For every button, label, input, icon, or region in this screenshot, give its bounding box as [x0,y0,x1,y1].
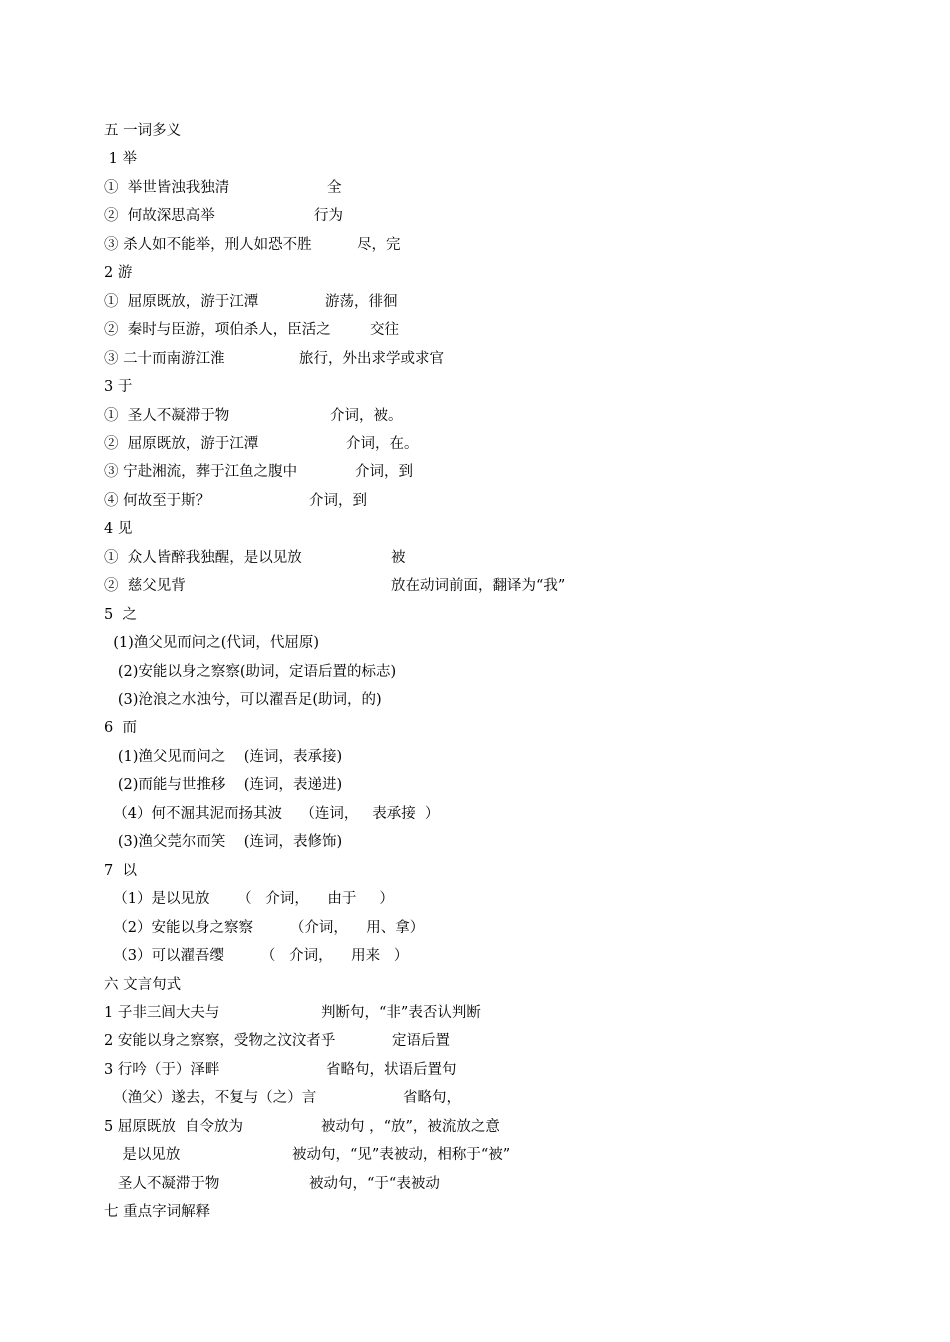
doc-line-gloss: 旅行，外出求学或求官 [299,350,444,367]
doc-line-gloss: 介词，在。 [346,435,419,452]
doc-line-gloss: 定语后置 [392,1033,450,1050]
doc-line-gloss: 交往 [370,322,399,339]
doc-line: (1)渔父见而问之 (连词，表承接) [104,748,343,765]
doc-line-gloss: 介词，被。 [330,407,403,424]
doc-line-gloss: 尽，完 [357,236,401,253]
doc-line: ① 屈原既放，游于江潭 [104,293,259,310]
doc-line: （渔父）遂去，不复与（之）言 [104,1090,317,1107]
doc-line: ③ 二十而南游江淮 [104,350,225,367]
doc-line: 6 而 [104,720,137,737]
doc-line-gloss: 省略句，状语后置句 [326,1061,457,1078]
doc-line: ① 举世皆浊我独清 [104,179,230,196]
doc-line: 是以见放 [104,1147,181,1164]
doc-line: ④ 何故至于斯？ [104,492,211,509]
doc-line-gloss: 介词，到 [309,492,367,509]
doc-line: （4）何不淈其泥而扬其波 （连词， 表承接 ） [104,805,440,822]
doc-line: ② 屈原既放，游于江潭 [104,435,259,452]
doc-line-gloss: 被动句，“见”表被动，相称于“被” [292,1147,511,1164]
doc-line: 2 安能以身之察察，受物之汶汶者乎 [104,1033,336,1050]
doc-line: (3)沧浪之水浊兮，可以濯吾足(助词，的) [104,692,382,708]
doc-line: ② 慈父见背 [104,578,186,595]
doc-line: 2 游 [104,265,133,282]
doc-line: 六 文言句式 [104,976,182,993]
doc-line-gloss: 省略句， [403,1090,461,1107]
doc-line-gloss: 全 [327,179,342,196]
doc-line-gloss: 被动句 ，“放”，被流放之意 [321,1118,500,1135]
doc-line: 7 以 [104,862,137,879]
doc-line: 1 举 [104,151,137,168]
doc-line: 5 屈原既放 自令放为 [104,1118,244,1135]
doc-line: （1）是以见放 （ 介词， 由于 ） [104,891,394,908]
doc-line: ③ 宁赴湘流，葬于江鱼之腹中 [104,464,298,481]
doc-line: 五 一词多义 [104,123,182,139]
doc-line: (1)渔父见而问之(代词，代屈原) [104,635,320,652]
doc-line-gloss: 被 [391,549,406,566]
doc-line: (3)渔父莞尔而笑 (连词，表修饰) [104,834,343,851]
doc-line-gloss: 介词，到 [355,464,413,481]
doc-line: 圣人不凝滞于物 [104,1175,220,1192]
doc-line: 3 于 [104,379,133,396]
doc-line: 七 重点字词解释 [104,1204,211,1221]
doc-line: (2)安能以身之察察(助词，定语后置的标志) [104,663,397,680]
doc-line: (2)而能与世推移 (连词，表递进) [104,777,343,794]
doc-line: ② 何故深思高举 [104,208,215,225]
doc-line: 5 之 [104,606,137,623]
doc-line: 4 见 [104,521,133,538]
doc-line: ① 圣人不凝滞于物 [104,407,230,424]
doc-line: ② 秦时与臣游，项伯杀人，臣活之 [104,322,331,339]
doc-line-gloss: 行为 [314,208,343,225]
doc-line: 3 行吟（于）泽畔 [104,1061,220,1078]
doc-line-gloss: 游荡，徘徊 [325,293,398,310]
doc-line: ① 众人皆醉我独醒，是以见放 [104,549,302,566]
doc-line-gloss: 判断句，“非”表否认判断 [321,1004,481,1021]
doc-line: ③ 杀人如不能举，刑人如恐不胜 [104,236,312,253]
doc-line: （2）安能以身之察察 （介词， 用、拿） [104,919,425,936]
doc-line: 1 子非三闾大夫与 [104,1004,220,1021]
doc-line: （3）可以濯吾缨 （ 介词， 用来 ） [104,948,409,965]
doc-line-gloss: 被动句，“于“表被动 [309,1175,440,1192]
doc-line-gloss: 放在动词前面，翻译为“我” [391,578,566,595]
